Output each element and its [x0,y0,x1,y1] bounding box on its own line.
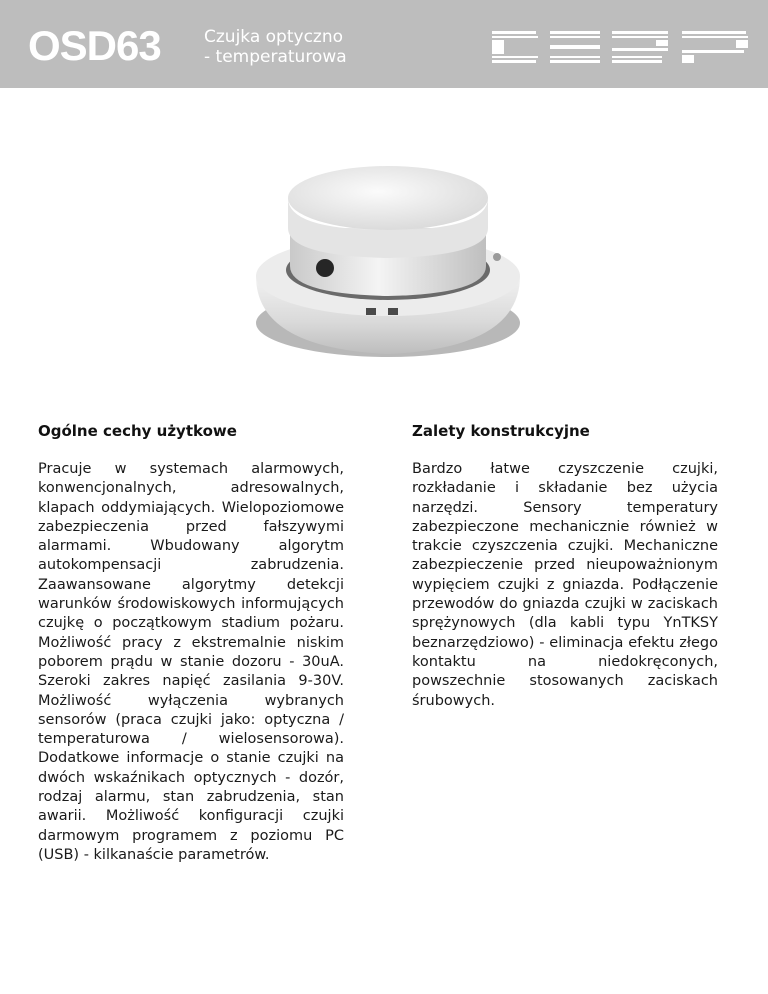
features-heading: Ogólne cechy użytkowe [38,422,237,440]
features-section [38,422,344,865]
advantages-section [412,422,718,711]
smoke-detector-photo [238,158,538,368]
advantages-heading: Zalety konstrukcyjne [412,422,590,440]
header-bar [0,0,768,88]
brand-logo-icon [492,31,748,63]
model-name: OSD63 [28,22,161,69]
product-subtitle [204,27,404,67]
advantages-text: Bardzo łatwe czyszczenie czujki, rozkładanie i składanie bez użycia narzędzi. Sensory temperatury zabezpieczone mechanicznie również w trakcie czyszczenia czujki. Mechaniczne zabezpieczenie przed nieupoważnionym wypięciem czujki z gniazda. Podłączenie przewodów do gniazda czujki w zaciskach sprężynowych (dla kabli typu YnTKSY beznarzędziowo) - eliminacja efektu złego kontaktu na niedokręconych, powszechnie stosowanych zaciskach śrubowych. [412,461,718,709]
subtitle-line-2: - temperaturowa [204,47,347,67]
subtitle-line-1: Czujka optyczno [204,27,344,47]
features-text: Pracuje w systemach alarmowych, konwencjonalnych, adresowalnych, klapach oddymiających. Wielopoziomowe zabezpieczenia przed fałszywymi alarmami. Wbudowany algorytm autokompensacji zabrudzenia. Zaawansowane algorytmy detekcji warunków środowiskowych informujących czujkę o początkowym stadium pożaru. Możliwość pracy z ekstremalnie niskim poborem prądu w stanie dozoru - 30uA. Szeroki zakres napięć zasilania 9-30V. Możliwość wyłączenia wybranych sensorów (praca czujki jako: optyczna / temperaturowa / wielosensorowa). Dodatkowe informacje o stanie czujki na dwóch wskaźnikach optycznych - dozór, rodzaj alarmu, stan zabrudzenia, stan awarii. Możliwość konfiguracji czujki darmowym programem z poziomu PC (USB) - kilkanaście parametrów. [38,461,344,863]
